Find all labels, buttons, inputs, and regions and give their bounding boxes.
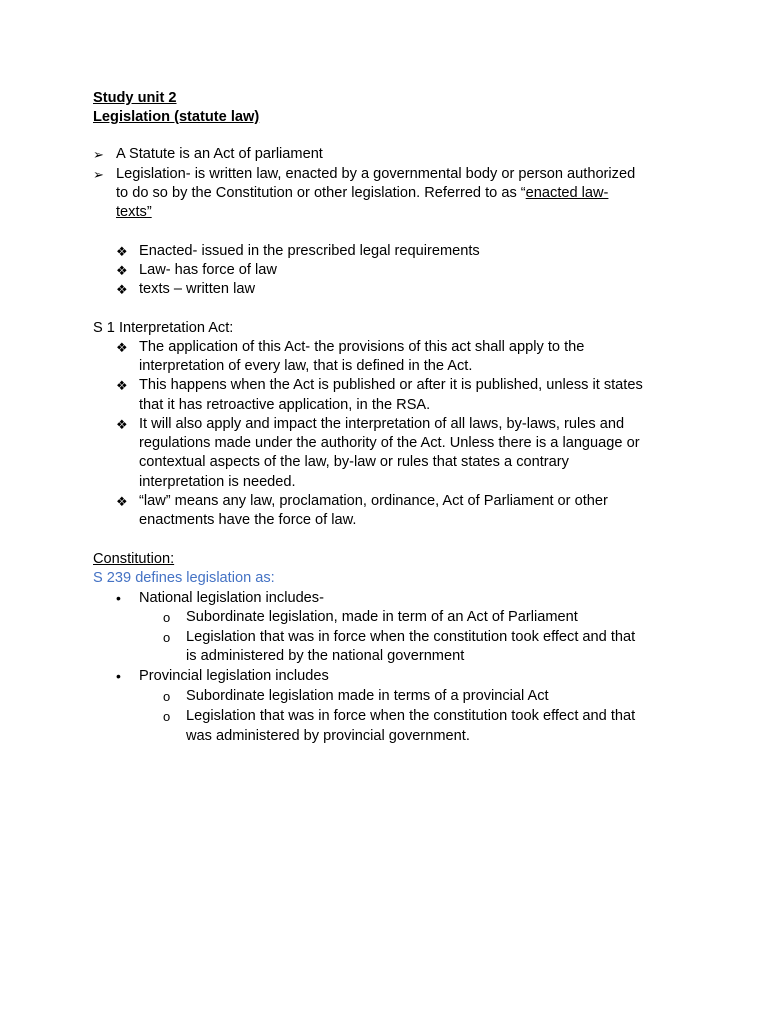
circle-bullet-icon: o bbox=[163, 610, 171, 625]
arrow-bullet-icon: ➢ bbox=[93, 167, 104, 182]
diamond-bullet-icon: ❖ bbox=[116, 378, 128, 393]
interpretation-item-3-line-1: It will also apply and impact the interpretation of all laws, by-laws, rules and bbox=[139, 416, 625, 432]
provincial-legislation-label: Provincial legislation includes bbox=[139, 668, 329, 684]
interpretation-item-2-line-1: This happens when the Act is published or after it is published, unless it states bbox=[139, 377, 643, 393]
dot-bullet-icon: • bbox=[116, 590, 121, 606]
diamond-bullet-icon: ❖ bbox=[116, 340, 128, 355]
national-item-2-line-2: is administered by the national government bbox=[186, 648, 465, 664]
constitution-subtitle: S 239 defines legislation as: bbox=[93, 570, 275, 586]
provincial-item-1: Subordinate legislation made in terms of a provincial Act bbox=[186, 688, 549, 704]
dot-bullet-icon: • bbox=[116, 668, 121, 684]
diamond-bullet-icon: ❖ bbox=[116, 494, 128, 509]
statute-item: A Statute is an Act of parliament bbox=[116, 146, 323, 162]
sub-item-texts: texts – written law bbox=[139, 281, 255, 297]
diamond-bullet-icon: ❖ bbox=[116, 263, 128, 278]
interpretation-item-1-line-1: The application of this Act- the provisions of this act shall apply to the bbox=[139, 339, 585, 355]
legislation-item-line-1: Legislation- is written law, enacted by a governmental body or person authorized bbox=[116, 166, 636, 182]
circle-bullet-icon: o bbox=[163, 709, 171, 724]
national-item-2-line-1: Legislation that was in force when the constitution took effect and that bbox=[186, 629, 636, 645]
national-legislation-label: National legislation includes- bbox=[139, 590, 324, 606]
study-unit-heading: Study unit 2 bbox=[93, 90, 177, 106]
interpretation-item-1-line-2: interpretation of every law, that is defined in the Act. bbox=[139, 358, 473, 374]
provincial-item-2-line-1: Legislation that was in force when the constitution took effect and that bbox=[186, 708, 636, 724]
enacted-law-texts-term: enacted law- bbox=[525, 185, 609, 201]
circle-bullet-icon: o bbox=[163, 689, 171, 704]
interpretation-item-4-line-2: enactments have the force of law. bbox=[139, 512, 357, 528]
legislation-item-line-3: texts” bbox=[116, 204, 152, 220]
legislation-item-text: to do so by the Constitution or other legislation. Referred to as “ bbox=[116, 185, 526, 201]
diamond-bullet-icon: ❖ bbox=[116, 244, 128, 259]
interpretation-item-2-line-2: that it has retroactive application, in the RSA. bbox=[139, 397, 431, 413]
interpretation-item-4-line-1: “law” means any law, proclamation, ordinance, Act of Parliament or other bbox=[139, 493, 608, 509]
interpretation-item-3-line-2: regulations made under the authority of the Act. Unless there is a language or bbox=[139, 435, 640, 451]
topic-heading: Legislation (statute law) bbox=[93, 109, 260, 125]
interpretation-item-3-line-3: contextual aspects of the law, by-law or rules that states a contrary bbox=[139, 454, 569, 470]
legislation-item-line-2 bbox=[116, 184, 608, 203]
constitution-title: Constitution: bbox=[93, 551, 175, 567]
diamond-bullet-icon: ❖ bbox=[116, 417, 128, 432]
national-item-1: Subordinate legislation, made in term of an Act of Parliament bbox=[186, 609, 578, 625]
diamond-bullet-icon: ❖ bbox=[116, 282, 128, 297]
provincial-item-2-line-2: was administered by provincial government. bbox=[186, 728, 470, 744]
circle-bullet-icon: o bbox=[163, 630, 171, 645]
sub-item-enacted: Enacted- issued in the prescribed legal requirements bbox=[139, 243, 480, 259]
sub-item-law: Law- has force of law bbox=[139, 262, 277, 278]
interpretation-item-3-line-4: interpretation is needed. bbox=[139, 474, 296, 490]
arrow-bullet-icon: ➢ bbox=[93, 147, 104, 162]
interpretation-act-title: S 1 Interpretation Act: bbox=[93, 320, 234, 336]
